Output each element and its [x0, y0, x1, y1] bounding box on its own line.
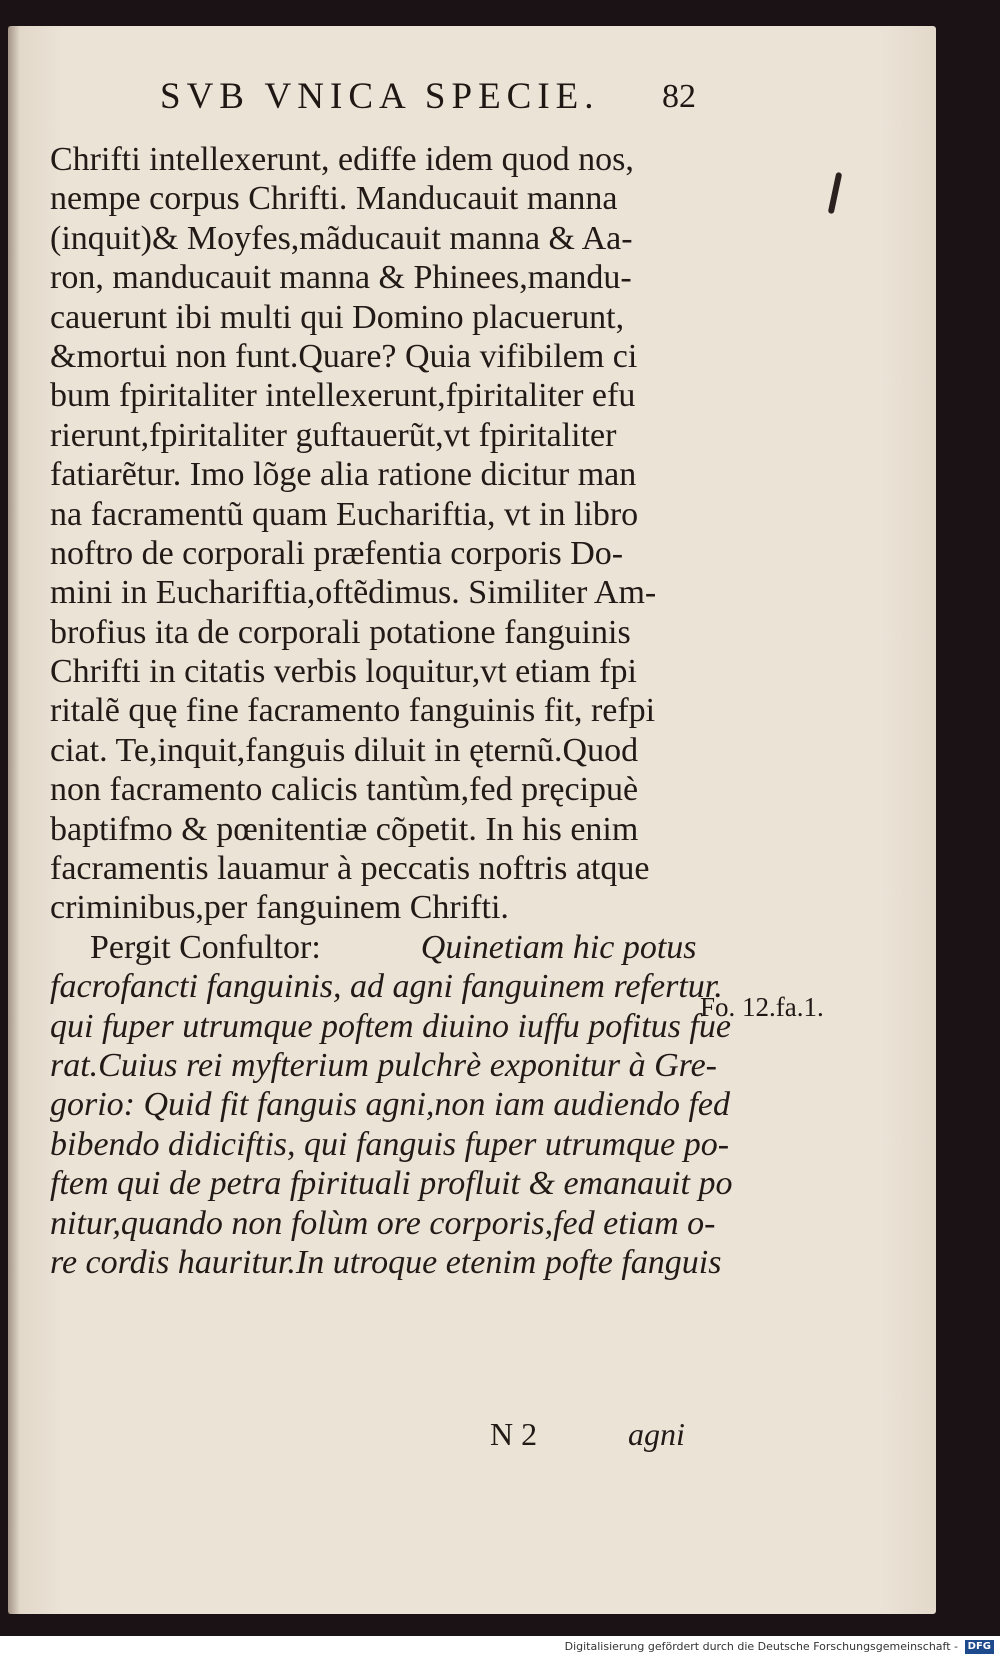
text-line — [50, 967, 730, 1006]
text-line — [50, 888, 730, 927]
text-line-content: gorio: Quid fit fanguis agni,non iam audiendo fed — [50, 1086, 730, 1124]
text-line — [50, 1164, 733, 1203]
text-line — [50, 573, 730, 612]
text-line-content: bibendo didiciftis, qui fanguis fuper utrumque po- — [50, 1125, 730, 1163]
text-line-content: re cordis hauritur.In utroque etenim pofte fanguis — [50, 1243, 722, 1281]
body-text — [50, 140, 733, 1282]
text-line — [50, 770, 730, 809]
text-line — [50, 1125, 730, 1164]
text-line — [50, 652, 730, 691]
margin-note: Fo. 12.fa.1. — [700, 992, 824, 1022]
text-line — [50, 219, 730, 258]
text-line — [50, 1243, 730, 1282]
quote-start: Quinetiam hic potus — [420, 928, 697, 966]
text-line — [50, 179, 730, 218]
text-line-content: qui fuper utrumque poftem diuino iuffu pofitus fue — [50, 1007, 731, 1045]
running-head: SVB VNICA SPECIE. — [160, 76, 600, 117]
catchword: agni — [628, 1416, 685, 1452]
text-line — [50, 1085, 730, 1124]
text-line-content: baptifmo & pœnitentiæ cõpetit. In his enim — [50, 810, 639, 848]
text-line-content: fatiarẽtur. Imo lõge alia ratione dicitur man — [50, 456, 637, 494]
text-line — [50, 928, 730, 967]
text-line-content: mini in Euchariftia,oftẽdimus. Similiter Am- — [50, 574, 657, 612]
dfg-logo: DFG — [965, 1640, 994, 1654]
text-line-content: rierunt,fpiritaliter guftauerũt,vt fpiritaliter — [50, 416, 617, 454]
text-line-content: &mortui non funt.Quare? Quia vifibilem ci — [50, 337, 638, 375]
text-line — [50, 849, 730, 888]
text-line-content: non facramento calicis tantùm,fed pręcipuè — [50, 771, 639, 809]
text-line — [50, 376, 730, 415]
text-line-content: noftro de corporali præfentia corporis Do- — [50, 534, 624, 572]
text-line-content: bum fpiritaliter intellexerunt,fpiritaliter efu — [50, 377, 636, 415]
text-line-content: Chrifti in citatis verbis loquitur,vt etiam fpi — [50, 653, 637, 691]
text-line-content: brofius ita de corporali potatione fanguinis — [50, 613, 631, 651]
text-line-content: Chrifti intellexerunt, ediffe idem quod nos, — [50, 141, 634, 178]
page-gutter — [8, 26, 20, 1614]
text-line-content: cauerunt ibi multi qui Domino placuerunt, — [50, 298, 625, 336]
text-line-content: ron, manducauit manna & Phinees,mandu- — [50, 259, 632, 297]
text-line-content: facramentis lauamur à peccatis noftris atque — [50, 850, 650, 888]
digitization-credit: Digitalisierung gefördert durch die Deutsche Forschungsgemeinschaft - — [564, 1640, 958, 1653]
text-line-content: (inquit)& Moyfes,mãducauit manna & Aa- — [50, 219, 633, 257]
text-line-content: nempe corpus Chrifti. Manducauit manna — [50, 180, 618, 218]
text-line-content: facrofancti fanguinis, ad agni fanguinem refertur. — [50, 968, 723, 1006]
text-line — [50, 1046, 730, 1085]
text-line — [50, 1007, 730, 1046]
text-line-content: nitur,quando non folùm ore corporis,fed etiam o- — [50, 1204, 716, 1242]
text-line — [50, 416, 730, 455]
signature-mark: N 2 — [490, 1416, 538, 1452]
text-line — [50, 691, 730, 730]
text-line-content: ritalẽ quę fine facramento fanguinis fit, refpi — [50, 692, 656, 730]
text-line-content: ciat. Te,inquit,fanguis diluit in ęternũ.Quod — [50, 731, 639, 769]
text-line-content: criminibus,per fanguinem Chrifti. — [50, 889, 509, 927]
text-line — [50, 140, 730, 179]
text-line — [50, 613, 730, 652]
text-line-content: rat.Cuius rei myfterium pulchrè exponitur à Gre- — [50, 1046, 718, 1084]
text-line — [50, 298, 730, 337]
text-line — [50, 337, 730, 376]
text-line-content: ftem qui de petra fpirituali profluit & emanauit po — [50, 1165, 733, 1203]
text-line — [50, 1204, 730, 1243]
page-number: 82 — [662, 78, 696, 115]
text-line — [50, 731, 730, 770]
text-line — [50, 455, 730, 494]
text-line — [50, 495, 730, 534]
text-line — [50, 258, 730, 297]
text-line-content: na facramentũ quam Euchariftia, vt in libro — [50, 495, 639, 533]
text-line — [50, 810, 730, 849]
text-line — [50, 534, 730, 573]
catchword-line — [490, 1416, 710, 1453]
text-line-content: Pergit Confultor: — [90, 928, 321, 966]
